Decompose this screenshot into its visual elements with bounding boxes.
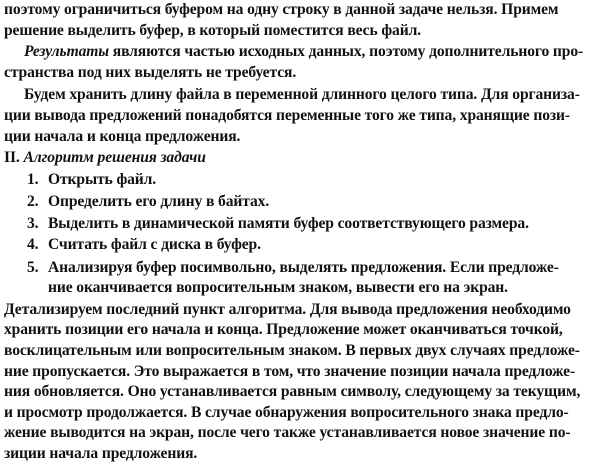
paragraph-line: восклицательным или вопросительным знаком. В первых двух случаях предложе- bbox=[4, 342, 580, 359]
list-item-text: Открыть файл. bbox=[48, 170, 157, 188]
paragraph-line: странства под них выделять не требуется. bbox=[4, 63, 297, 81]
paragraph-line bbox=[24, 42, 583, 62]
paragraph-line: ции вывода предложений понадобятся переменные того же типа, хранящие пози- bbox=[4, 106, 570, 124]
paragraph-text: являются частью исходных данных, поэтому дополнительного про- bbox=[108, 43, 584, 61]
paragraph-line: и просмотр продолжается. В случае обнаружения вопросительного знака предло- bbox=[4, 403, 569, 421]
paragraph-line: ние пропускается. Это выражается в том, что значение позиции начала предложе- bbox=[4, 362, 576, 380]
section-title: Алгоритм решения задачи bbox=[23, 149, 206, 166]
paragraph-line: хранить позиции его начала и конца. Предложение может оканчиваться точкой, bbox=[4, 321, 563, 339]
paragraph-line: ции начала и конца предложения. bbox=[4, 127, 241, 145]
paragraph-line: зиции начала предложения. bbox=[4, 445, 198, 462]
section-number: II. bbox=[4, 149, 20, 166]
section-heading bbox=[4, 148, 206, 168]
list-item-number: 2. bbox=[27, 193, 39, 210]
paragraph-line: жение выводится на экран, после чего также устанавливается новое значение по- bbox=[4, 424, 571, 442]
list-item-number: 5. bbox=[27, 258, 39, 276]
paragraph-line: решение выделить буфер, в который поместится весь файл. bbox=[4, 21, 421, 39]
paragraph-line: Детализируем последний пункт алгоритма. Для вывода предложения необходимо bbox=[4, 300, 571, 318]
list-item-text: Выделить в динамической памяти буфер соответствующего размера. bbox=[48, 214, 529, 232]
list-item-text: Анализируя буфер посимвольно, выделять предложения. Если предложе- bbox=[48, 258, 559, 276]
list-item-number: 3. bbox=[27, 214, 39, 232]
list-item-text: Считать файл с диска в буфер. bbox=[48, 236, 261, 254]
list-item-text: ние оканчивается вопросительным знаком, вывести его на экран. bbox=[48, 279, 508, 297]
list-item-number: 4. bbox=[27, 236, 39, 254]
list-item-text: Определить его длину в байтах. bbox=[48, 193, 270, 210]
paragraph-line: поэтому ограничиться буфером на одну строку в данной задаче нельзя. Примем bbox=[4, 1, 559, 18]
italic-term: Результаты bbox=[24, 43, 109, 61]
paragraph-line: ния обновляется. Оно устанавливается равным символу, следующему за текущим, bbox=[4, 383, 581, 401]
paragraph-line: Будем хранить длину файла в переменной длинного целого типа. Для организа- bbox=[24, 86, 580, 104]
list-item-number: 1. bbox=[27, 170, 39, 188]
